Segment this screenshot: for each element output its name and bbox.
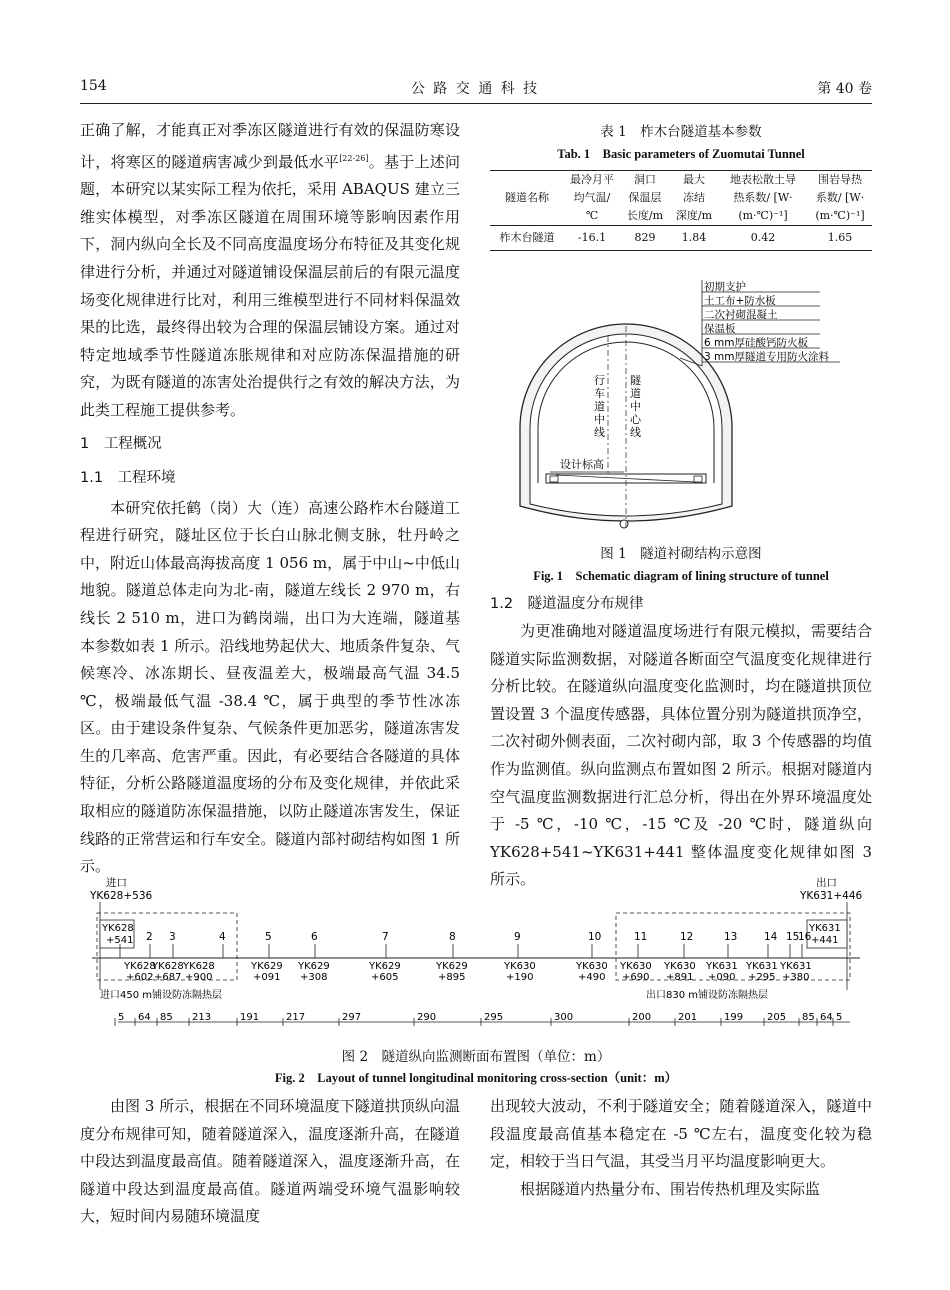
th-c4: 地表松散土导 热系数/ [W· (m·℃)⁻¹] — [730, 173, 796, 222]
station-label: +090 — [708, 972, 736, 983]
bottom-left-text — [80, 1093, 460, 1231]
station-label: +900 — [185, 972, 213, 983]
th-name: 隧道名称 — [505, 191, 549, 204]
td-insul: 829 — [634, 231, 656, 244]
dimension-value: 297 — [342, 1012, 362, 1023]
station-label: YK631 — [746, 961, 778, 972]
legend-item: 二次衬砌混凝土 — [704, 309, 778, 321]
intro-paragraph: 正确了解，才能真正对季冻区隧道进行有效的保温防寒设计，将寒区的隧道病害减少到最低水平[22-26]。基于上述问题，本研究以某实际工程为依托，采用 ABAQUS 建立三维实体模型，对季冻区隧道在周围环境等影响因素作用下，洞内纵向全长及不同高度温度场分布特征及其变化规律进行分析，并通过对隧道铺设保温层前后的有限元温度场变化规律进行比对，利用三维模型进行不同材料保温效果的比选，最终得出较为合理的保温层铺设方案。通过对特定地域季节性隧道冻胀规律和对应防冻保温措施的研究，为既有隧道的冻害处治提供行之有效的解决方法，为此类工程施工提供参考。 — [80, 121, 460, 419]
td-temp: -16.1 — [577, 231, 607, 244]
dimension-value: 64 — [820, 1012, 833, 1023]
station-label: YK629 — [298, 961, 330, 972]
point-number: 7 — [382, 931, 389, 943]
point-number: 8 — [449, 931, 456, 943]
center-drain-pipe — [620, 520, 628, 528]
exit-station: YK631+446 — [800, 890, 863, 902]
td-rock: 1.65 — [827, 231, 853, 244]
td-soil: 0.42 — [750, 231, 776, 244]
station-label: YK630 — [576, 961, 608, 972]
point-number: 15 — [786, 931, 800, 943]
bottom-right-text — [490, 1093, 872, 1203]
station-label: +895 — [438, 972, 466, 983]
figure-1-lining-diagram — [490, 278, 872, 540]
citation: [22-26] — [339, 153, 369, 163]
station-label: YK629 — [369, 961, 401, 972]
dimension-value: 205 — [767, 1012, 787, 1023]
dimension-value: 201 — [678, 1012, 698, 1023]
station-label: YK629 — [436, 961, 468, 972]
entrance-label: 进口 — [106, 877, 127, 889]
left-zone-label: 进口450 m铺设防冻隔热层 — [100, 990, 223, 1001]
station-label: +190 — [506, 972, 534, 983]
right-zone-label: 出口830 m铺设防冻隔热层 — [646, 990, 769, 1001]
volume-label: 第 40 卷 — [817, 81, 872, 97]
th-c5: 围岩导热 系数/ [W· (m·℃)⁻¹] — [815, 173, 865, 222]
point-number: 6 — [311, 931, 318, 943]
dimension-value: 217 — [286, 1012, 306, 1023]
station-label: +690 — [622, 972, 650, 983]
section-heading-1-1: 1.1 工程环境 — [80, 469, 176, 486]
table-header-row — [490, 171, 872, 226]
figure-2-monitoring-layout — [80, 872, 872, 1032]
dimension-value: 295 — [484, 1012, 504, 1023]
dimension-value: 85 — [802, 1012, 815, 1023]
legend-item: 土工布+防水板 — [704, 295, 776, 307]
station-label: YK631 — [706, 961, 738, 972]
legend-item: 3 mm厚隧道专用防火涂料 — [704, 351, 829, 363]
td-depth: 1.84 — [681, 231, 707, 244]
tunnel-centerline-label: 隧道中心线 — [630, 374, 641, 439]
monitoring-points — [120, 931, 812, 983]
next-paragraph: 根据隧道内热量分布、围岩传热机理及实际监 — [520, 1179, 821, 1198]
dimension-value: 5 — [836, 1012, 843, 1023]
th-c3: 最大 冻结 深度/m — [675, 173, 713, 222]
page-number: 154 — [80, 78, 107, 94]
point-number: 9 — [514, 931, 521, 943]
point-number: 11 — [634, 931, 648, 943]
figure-2-caption-cn: 图 2 隧道纵向监测断面布置图（单位：m） — [341, 1049, 611, 1065]
legend-item: 6 mm厚硅酸钙防火板 — [704, 337, 808, 349]
params-table — [490, 171, 872, 251]
point-number: 2 — [146, 931, 153, 943]
station-label: +605 — [371, 972, 399, 983]
analysis-continued: 出现较大波动，不利于隧道安全；随着隧道深入，隧道中段温度最高值基本稳定在 -5 ℃左右，温度变化较为稳定，相较于当日气温，其受当月平均温度影响更大。 — [490, 1097, 872, 1171]
start-box-text: YK628 — [102, 923, 134, 934]
figure-2-caption-en: Fig. 2 Layout of tunnel longitudinal monitoring cross-section（unit：m） — [274, 1071, 678, 1085]
station-label: +295 — [748, 972, 776, 983]
start-box-text: +541 — [106, 935, 134, 946]
station-label: +308 — [300, 972, 328, 983]
journal-title: 公 路 交 通 科 技 — [410, 81, 540, 97]
design-elevation-label: 设计标高 — [560, 458, 604, 471]
lane-centerline-label: 行车道中线 — [594, 374, 605, 439]
dimension-value: 5 — [118, 1012, 125, 1023]
point-number: 3 — [169, 931, 176, 943]
station-label: +891 — [666, 972, 694, 983]
station-label: YK628 — [152, 961, 184, 972]
end-box-text: YK631 — [809, 923, 841, 934]
th-c2: 洞口 保温层 长度/m — [626, 173, 664, 222]
station-label: YK630 — [664, 961, 696, 972]
header-rule — [80, 103, 872, 104]
point-number: 13 — [724, 931, 738, 943]
station-label: YK628 — [183, 961, 215, 972]
left-column — [80, 117, 460, 881]
point-number: 16 — [798, 931, 812, 943]
dimension-value: 290 — [417, 1012, 437, 1023]
section-heading-1-2: 1.2 隧道温度分布规律 — [490, 596, 644, 612]
figure-1-caption-cn: 图 1 隧道衬砌结构示意图 — [600, 546, 762, 562]
dimension-value: 64 — [138, 1012, 151, 1023]
legend-item: 保温板 — [704, 323, 736, 335]
station-label: +490 — [578, 972, 606, 983]
station-label: YK628 — [124, 961, 156, 972]
station-label: +602 — [126, 972, 154, 983]
dimension-value: 300 — [554, 1012, 574, 1023]
point-number: 14 — [764, 931, 778, 943]
dimension-value: 213 — [192, 1012, 212, 1023]
td-name: 柞木台隧道 — [499, 231, 555, 244]
table-row — [490, 226, 872, 251]
exit-label: 出口 — [816, 877, 837, 889]
table-1 — [490, 120, 872, 251]
station-label: YK630 — [504, 961, 536, 972]
analysis-paragraph: 由图 3 所示，根据在不同环境温度下隧道拱顶纵向温度分布规律可知，随着隧道深入，温度逐渐升高，在隧道中段达到温度最高值。随着隧道深入，温度逐渐升高，在隧道中段达到温度最高值。隧道两端受环境气温影响较大，短时间内易随环境温度 — [80, 1097, 460, 1226]
entrance-station: YK628+536 — [90, 890, 153, 902]
point-number: 10 — [588, 931, 602, 943]
legend-item: 初期支护 — [704, 281, 746, 293]
station-label: YK630 — [620, 961, 652, 972]
station-label: +687 — [154, 972, 182, 983]
engineering-paragraph: 本研究依托鹤（岗）大（连）高速公路柞木台隧道工程进行研究，隧址区位于长白山脉北侧支脉，牡丹岭之中，附近山体最高海拔高度 1 056 m，属于中山~中低山地貌。隧道总体走向为北-南，隧道左线长 2 970 m，右线长 2 510 m，进口为鹤岗端，出口为大连端，隧道基本参数如表 1 所示。沿线地势起伏大、地质条件复杂、气候寒冷、冰冻期长、昼夜温差大，极端最高气温 34.5 ℃，极端最低气温 -38.4 ℃，属于典型的季节性冰冻区。由于建设条件复杂、气候条件更加恶劣，隧道冻害发生的几率高、危害严重。因此，有必要结合各隧道的具体特征，分析公路隧道温度场的分布及变化规律，并依此采取相应的隧道防冻保温措施，以防止隧道冻害发生，保证线路的正常营运和行车安全。隧道内部衬砌结构如图 1 所示。 — [80, 498, 460, 876]
th-c1: 最冷月平 均气温/ ℃ — [570, 173, 614, 222]
point-number: 5 — [265, 931, 272, 943]
right-column — [490, 590, 872, 894]
station-label: YK629 — [251, 961, 283, 972]
figure-1-caption-en: Fig. 1 Schematic diagram of lining structure of tunnel — [533, 569, 829, 583]
section-heading-1: 1 工程概况 — [80, 435, 162, 452]
station-label: YK631 — [780, 961, 812, 972]
dimension-value: 85 — [160, 1012, 173, 1023]
station-label: +380 — [782, 972, 810, 983]
dimension-value: 200 — [632, 1012, 652, 1023]
dimension-value: 191 — [240, 1012, 260, 1023]
temperature-paragraph: 为更准确地对隧道温度场进行有限元模拟，需要结合隧道实际监测数据，对隧道各断面空气温度变化规律进行分析比较。在隧道纵向温度变化监测时，均在隧道拱顶位置设置 3 个温度传感器，具体位置分别为隧道拱顶净空，二次衬砌外侧表面，二次衬砌内部，取 3 个传感器的均值作为监测值。纵向监测点布置如图 2 所示。根据对隧道内空气温度监测数据进行汇总分析，得出在外界环境温度处于 -5 ℃，-10 ℃，-15 ℃及 -20 ℃时，隧道纵向 YK628+541~YK631+441 整体温度变化规律如图 3 所示。 — [490, 622, 872, 889]
station-label: +091 — [253, 972, 281, 983]
dimension-value: 199 — [724, 1012, 744, 1023]
table-title-cn: 表 1 柞木台隧道基本参数 — [600, 124, 762, 140]
point-number: 12 — [680, 931, 694, 943]
end-box-text: +441 — [811, 935, 839, 946]
dimension-labels — [115, 1012, 842, 1026]
table-title-en: Tab. 1 Basic parameters of Zuomutai Tunnel — [557, 147, 805, 161]
point-number: 4 — [219, 931, 226, 943]
lining-legend — [680, 280, 840, 366]
